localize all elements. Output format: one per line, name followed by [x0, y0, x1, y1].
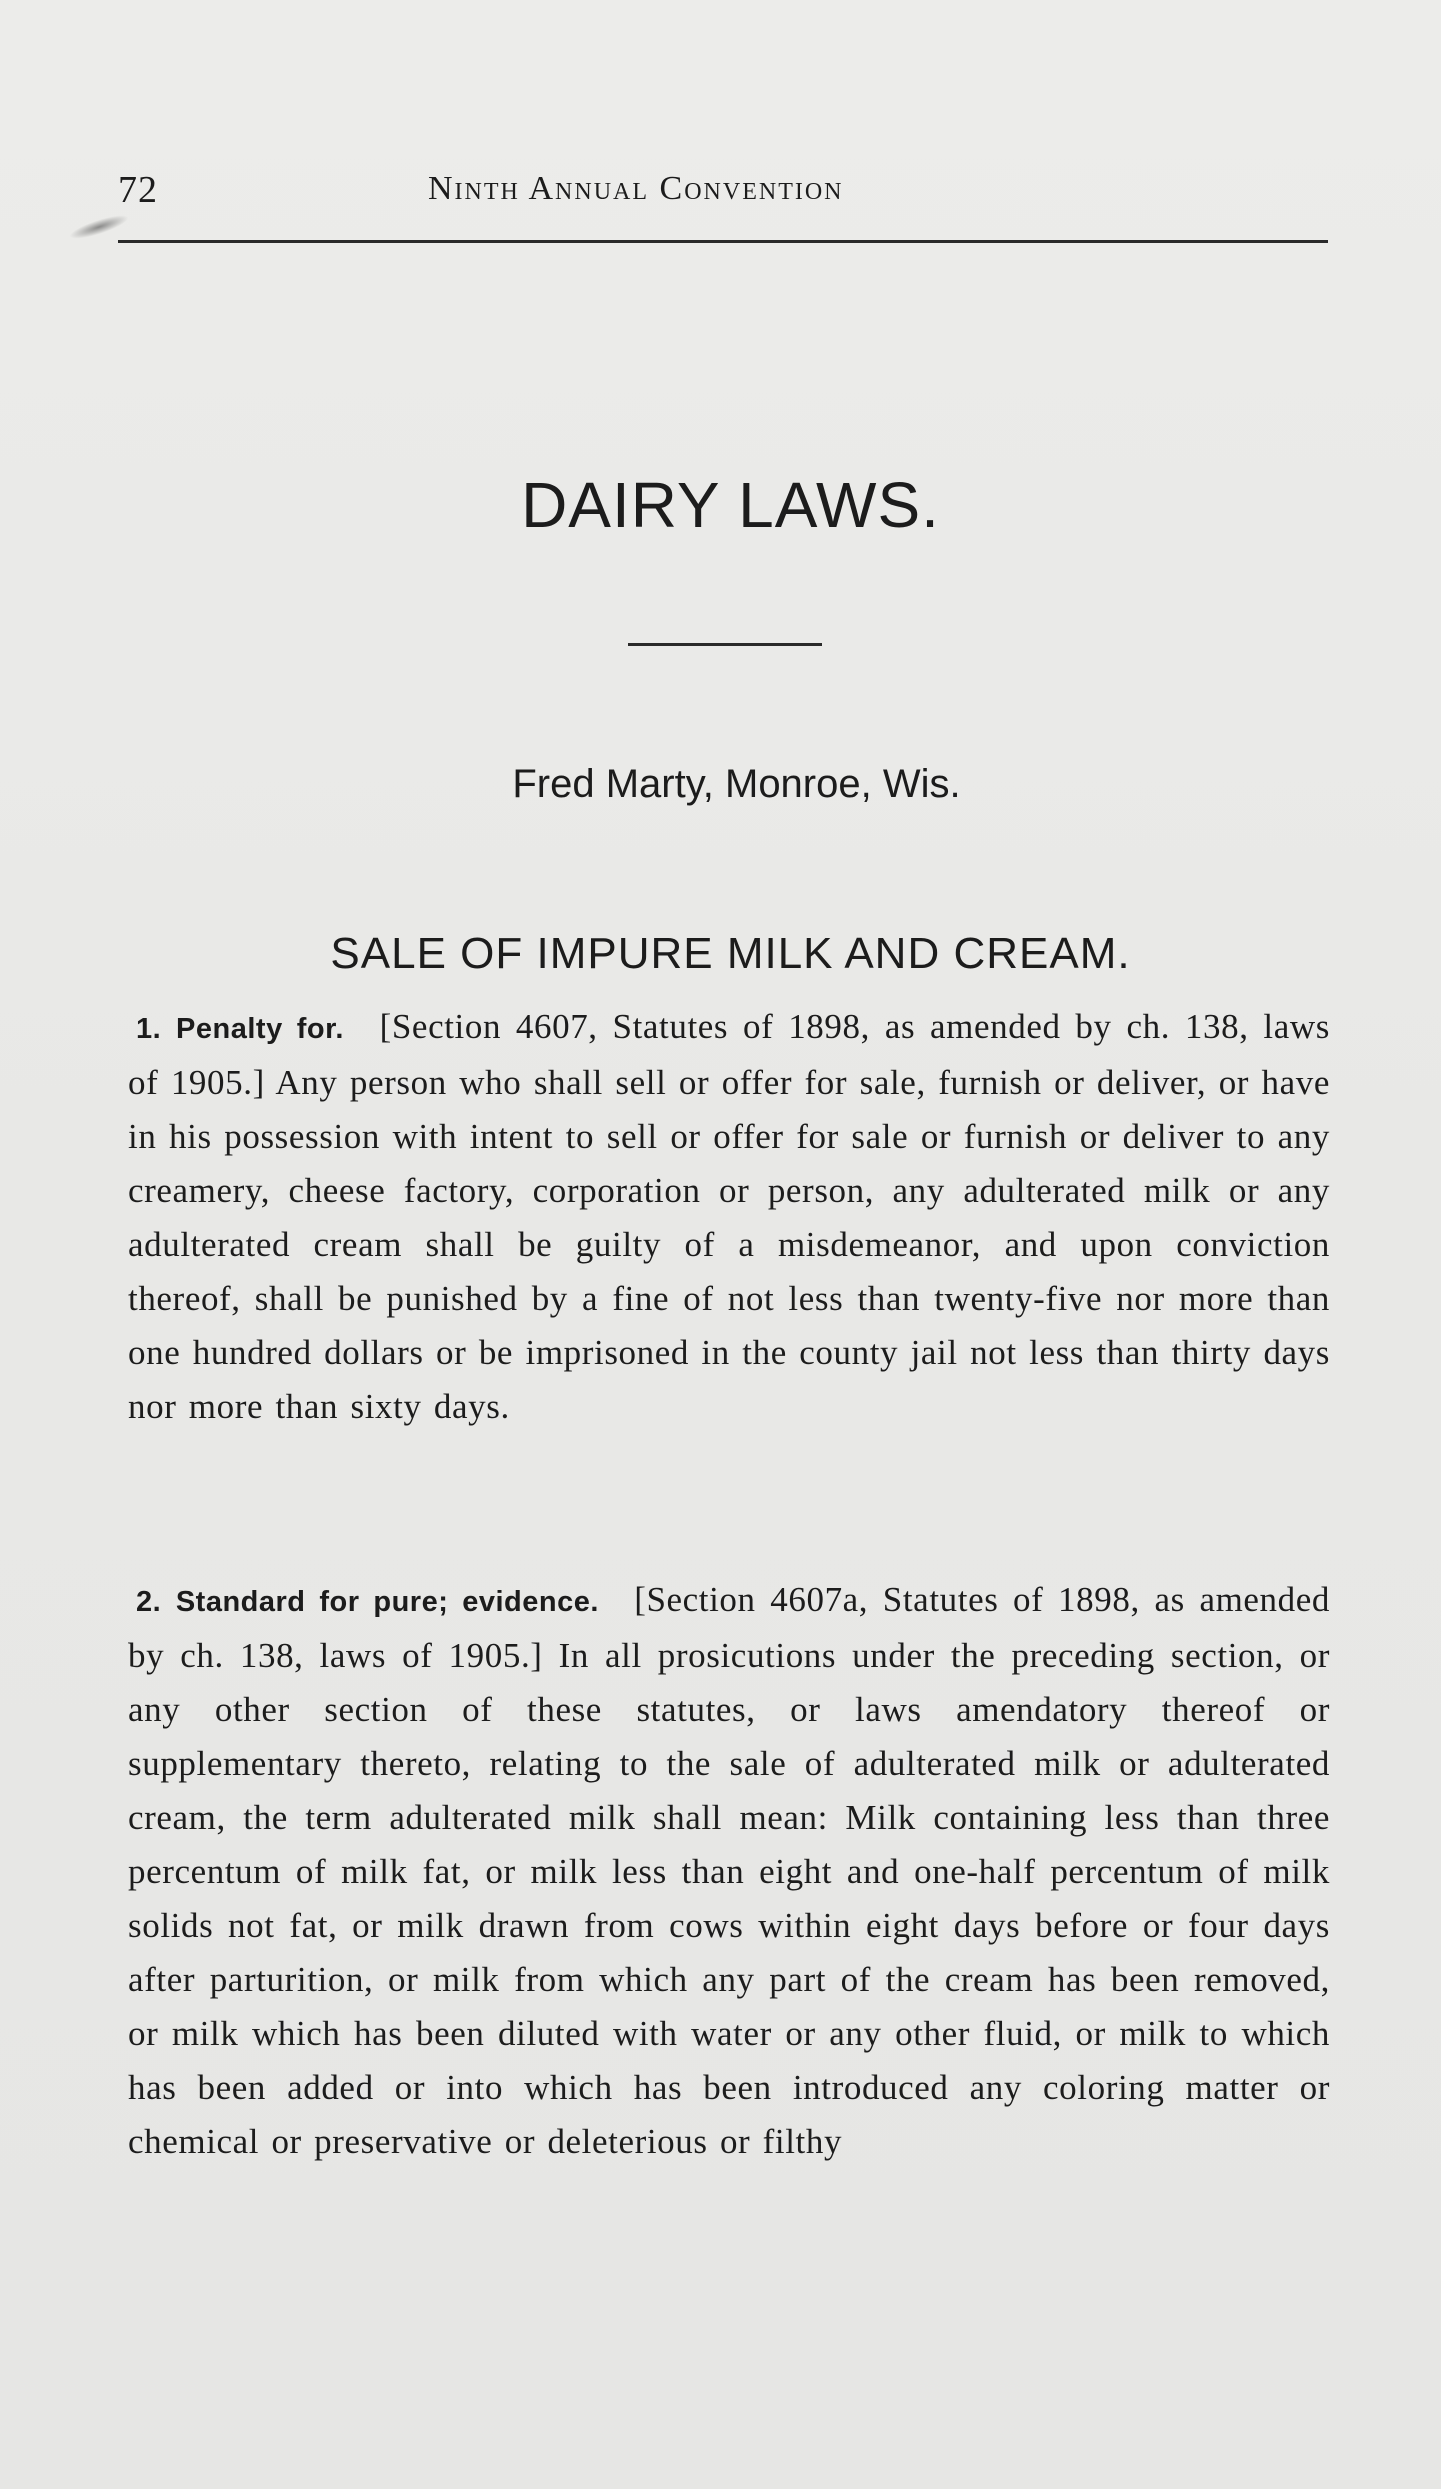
paragraph-label: Standard for pure; evidence. [175, 1586, 599, 1618]
paragraph-number: 1. [136, 1013, 162, 1045]
paragraph-text: [Section 4607a, Statutes of 1898, as amended by ch. 138, laws of 1905.] In all prosicutions under the preceding section, or any other section of these statutes, or laws amendatory thereof or supplementary thereto, relating to the sale of adulterated milk or adulterated cream, the term adulterated milk shall mean: Milk containing less than three percentum of milk fat, or milk less than eight and one-half percentum of milk solids not fat, or milk drawn from cows within eight days before or four days after parturition, or milk from which any part of the cream has been removed, or milk which has been diluted with water or any other fluid, or milk to which has been added or into which has been introduced any coloring matter or chemical or preservative or deleterious or filthy [128, 1580, 1330, 2161]
paragraph-text: [Section 4607, Statutes of 1898, as amended by ch. 138, laws of 1905.] Any person who shall sell or offer for sale, furnish or deliver, or have in his possession with intent to sell or offer for sale or furnish or deliver to any creamery, cheese factory, corporation or person, any adulterated milk or any adulterated cream shall be guilty of a misdemeanor, and upon conviction thereof, shall be punished by a fine of not less than twenty-five nor more than one hundred dollars or be imprisoned in the county jail not less than thirty days nor more than sixty days. [128, 1007, 1330, 1426]
paragraph-penalty [128, 1000, 1330, 1434]
author-line: Fred Marty, Monroe, Wis. [512, 762, 961, 806]
paragraph-number: 2. [136, 1586, 162, 1618]
page-title: DAIRY LAWS. [521, 469, 940, 541]
running-title: Ninth Annual Convention [428, 170, 844, 207]
section-heading: SALE OF IMPURE MILK AND CREAM. [330, 929, 1131, 978]
paragraph-standard [128, 1573, 1330, 2169]
running-header [118, 168, 1328, 218]
page-number: 72 [118, 169, 158, 211]
paragraph-label: Penalty for. [176, 1013, 344, 1045]
title-divider [628, 643, 822, 646]
header-rule [118, 240, 1328, 243]
